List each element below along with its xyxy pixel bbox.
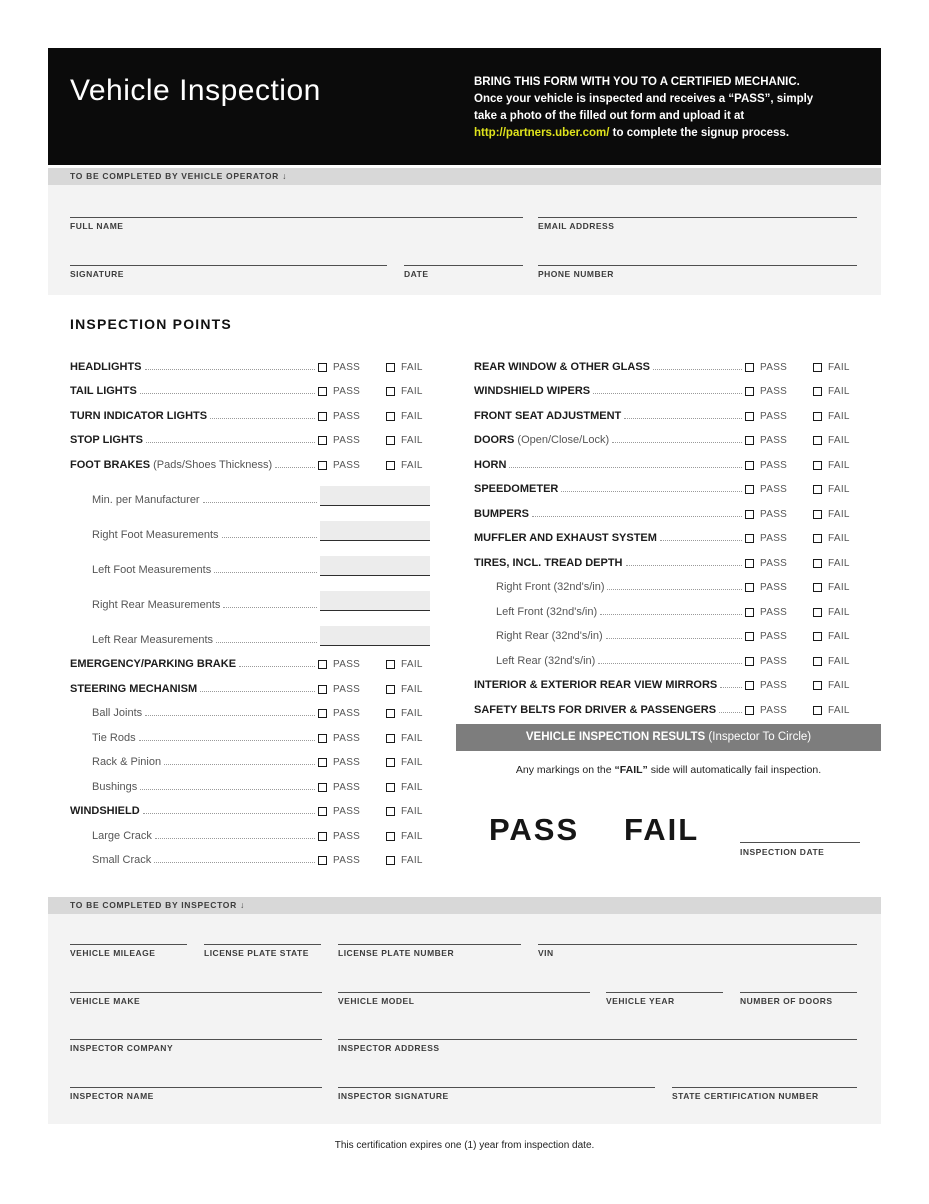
dotted-leader <box>214 572 317 573</box>
checkbox-icon <box>386 758 395 767</box>
dotted-leader <box>223 607 317 608</box>
field-label: STATE CERTIFICATION NUMBER <box>672 1091 819 1101</box>
vehicle-make-field[interactable] <box>70 965 322 1006</box>
checkbox-icon <box>745 363 754 372</box>
field-label: NUMBER OF DOORS <box>740 996 833 1006</box>
inspection-row <box>474 642 857 667</box>
checkbox-icon <box>745 485 754 494</box>
pass-result-option[interactable]: PASS <box>489 812 580 847</box>
dotted-leader <box>532 516 742 517</box>
dotted-leader <box>275 467 315 468</box>
dotted-leader <box>210 418 315 419</box>
inspection-row <box>474 569 857 594</box>
checkbox-icon <box>813 706 822 715</box>
down-arrow-icon: ↓ <box>282 171 288 181</box>
checkbox-icon <box>813 534 822 543</box>
fail-checkbox[interactable]: FAIL <box>813 533 857 544</box>
pass-checkbox[interactable]: PASS <box>318 782 386 793</box>
measurement-input[interactable] <box>320 521 430 541</box>
dotted-leader <box>139 740 315 741</box>
measurement-input[interactable] <box>320 626 430 646</box>
inspector-address-field[interactable] <box>338 1012 857 1053</box>
checkbox-icon <box>813 461 822 470</box>
checkbox-icon <box>745 559 754 568</box>
inspection-row <box>70 422 430 447</box>
phone-number-field[interactable] <box>538 238 857 279</box>
field-label: FULL NAME <box>70 221 124 231</box>
inspection-row <box>70 793 430 818</box>
vehicle-model-field[interactable] <box>338 965 590 1006</box>
fail-checkbox[interactable]: FAIL <box>386 806 430 817</box>
fail-checkbox[interactable]: FAIL <box>386 757 430 768</box>
checkbox-icon <box>318 412 327 421</box>
instructions-line: take a photo of the filled out form and upload it at <box>474 110 745 122</box>
signature-field[interactable] <box>70 238 387 279</box>
inspection-points-heading: INSPECTION POINTS <box>70 316 232 332</box>
inspection-item-label: STEERING MECHANISM <box>70 682 198 695</box>
inspection-row <box>70 646 430 671</box>
state-certification-number-field[interactable] <box>672 1060 857 1101</box>
fail-checkbox[interactable]: FAIL <box>386 855 430 866</box>
checkbox-icon <box>318 709 327 718</box>
inspection-item-label: BUMPERS <box>474 507 530 520</box>
inspection-results-panel <box>456 724 881 884</box>
inspection-item-label: EMERGENCY/PARKING BRAKE <box>70 658 237 670</box>
inspection-item-label: Ball Joints <box>92 707 143 719</box>
field-label: SIGNATURE <box>70 269 124 279</box>
fail-checkbox[interactable]: FAIL <box>386 831 430 842</box>
inspection-item-label: WINDSHIELD WIPERS <box>474 385 591 397</box>
email-address-field[interactable] <box>538 190 857 231</box>
inspection-row <box>70 842 430 867</box>
inspection-row <box>70 695 430 720</box>
dotted-leader <box>200 691 315 692</box>
checkbox-icon <box>745 387 754 396</box>
fail-checkbox[interactable]: FAIL <box>813 435 857 446</box>
checkbox-icon <box>318 363 327 372</box>
inspection-row <box>70 446 430 471</box>
fail-checkbox[interactable]: FAIL <box>386 435 430 446</box>
inspection-row <box>70 348 430 373</box>
inspection-item-label: Right Rear Measurements <box>92 598 221 611</box>
checkbox-icon <box>386 685 395 694</box>
inspection-row <box>70 576 430 611</box>
fail-checkbox[interactable]: FAIL <box>813 680 857 691</box>
pass-checkbox[interactable]: PASS <box>745 705 813 716</box>
checkbox-icon <box>318 734 327 743</box>
instructions-line: http://partners.uber.com/ to complete the signup process. <box>474 127 790 139</box>
field-label: INSPECTOR SIGNATURE <box>338 1091 449 1101</box>
field-label: LICENSE PLATE STATE <box>204 948 309 958</box>
inspection-item-label: TAIL LIGHTS <box>70 385 137 397</box>
checkbox-icon <box>813 387 822 396</box>
fail-checkbox[interactable]: FAIL <box>813 656 857 667</box>
checkbox-icon <box>813 412 822 421</box>
inspection-row <box>474 667 857 692</box>
field-label: DATE <box>404 269 429 279</box>
measurement-input[interactable] <box>320 556 430 576</box>
checkbox-icon <box>318 461 327 470</box>
inspection-item-label: Bushings <box>92 780 138 793</box>
checkbox-icon <box>386 709 395 718</box>
vehicle-year-field[interactable] <box>606 965 723 1006</box>
inspection-row <box>70 471 430 506</box>
inspection-item-label: HORN <box>474 458 507 471</box>
checkbox-icon <box>745 412 754 421</box>
inspection-item-label: SAFETY BELTS FOR DRIVER & PASSENGERS <box>474 703 717 716</box>
inspection-item-label: Left Rear (32nd's/in) <box>496 654 596 667</box>
pass-checkbox[interactable]: PASS <box>318 855 386 866</box>
number-of-doors-field[interactable] <box>740 965 857 1006</box>
inspector-section-label: TO BE COMPLETED BY INSPECTOR <box>70 900 237 910</box>
dotted-leader <box>660 540 742 541</box>
dotted-leader <box>607 589 742 590</box>
pass-checkbox[interactable]: PASS <box>745 435 813 446</box>
inspection-row <box>474 373 857 398</box>
fail-checkbox[interactable]: FAIL <box>813 411 857 422</box>
checkbox-icon <box>318 660 327 669</box>
results-note: Any markings on the “FAIL” side will automatically fail inspection. <box>515 764 822 776</box>
checkbox-icon <box>386 436 395 445</box>
inspection-item-label: WINDSHIELD <box>70 805 140 817</box>
dotted-leader <box>612 442 742 443</box>
dotted-leader <box>203 502 317 503</box>
fail-checkbox[interactable]: FAIL <box>386 411 430 422</box>
fail-checkbox[interactable]: FAIL <box>386 362 430 373</box>
pass-checkbox[interactable]: PASS <box>318 757 386 768</box>
checkbox-icon <box>813 632 822 641</box>
field-label: INSPECTOR ADDRESS <box>338 1043 440 1053</box>
inspection-item-label: Right Foot Measurements <box>92 528 219 541</box>
checkbox-icon <box>745 534 754 543</box>
inspection-row <box>474 520 857 545</box>
checkbox-icon <box>318 832 327 841</box>
dotted-leader <box>624 418 742 419</box>
fail-checkbox[interactable]: FAIL <box>813 386 857 397</box>
dotted-leader <box>146 442 315 443</box>
inspection-item-label: REAR WINDOW & OTHER GLASS <box>474 360 650 373</box>
checkbox-icon <box>745 657 754 666</box>
inspection-item-label: Right Rear (32nd's/in) <box>496 630 603 642</box>
inspection-item-label: FOOT BRAKES (Pads/Shoes Thickness) <box>70 458 273 471</box>
inspection-item-label: Rack & Pinion <box>92 756 162 768</box>
checkbox-icon <box>318 436 327 445</box>
fail-checkbox[interactable]: FAIL <box>813 582 857 593</box>
pass-checkbox[interactable]: PASS <box>318 435 386 446</box>
pass-checkbox[interactable]: PASS <box>745 362 813 373</box>
pass-checkbox[interactable]: PASS <box>318 362 386 373</box>
inspection-date-field[interactable] <box>740 819 860 843</box>
pass-checkbox[interactable]: PASS <box>318 386 386 397</box>
inspection-row <box>70 373 430 398</box>
inspection-item-label: Left Front (32nd's/in) <box>496 605 598 618</box>
inspection-row <box>474 397 857 422</box>
checkbox-icon <box>745 608 754 617</box>
checkbox-icon <box>318 685 327 694</box>
field-label: VEHICLE MODEL <box>338 996 415 1006</box>
inspection-item-label: SPEEDOMETER <box>474 483 559 495</box>
checkbox-icon <box>386 832 395 841</box>
inspection-item-label: Left Foot Measurements <box>92 563 212 576</box>
pass-checkbox[interactable]: PASS <box>745 533 813 544</box>
inspection-row <box>474 348 857 373</box>
inspection-item-label: Left Rear Measurements <box>92 633 214 646</box>
dotted-leader <box>216 642 317 643</box>
inspection-item-label: FRONT SEAT ADJUSTMENT <box>474 409 622 422</box>
dotted-leader <box>509 467 742 468</box>
checkbox-icon <box>386 412 395 421</box>
dotted-leader <box>164 764 315 765</box>
dotted-leader <box>593 393 742 394</box>
inspection-row <box>474 618 857 643</box>
pass-checkbox[interactable]: PASS <box>745 558 813 569</box>
fail-checkbox[interactable]: FAIL <box>386 659 430 670</box>
checkbox-icon <box>745 436 754 445</box>
inspection-item-label: STOP LIGHTS <box>70 434 143 446</box>
pass-checkbox[interactable]: PASS <box>318 684 386 695</box>
checkbox-icon <box>813 583 822 592</box>
dotted-leader <box>239 666 315 667</box>
checkbox-icon <box>813 436 822 445</box>
dotted-leader <box>222 537 317 538</box>
field-label: VEHICLE MAKE <box>70 996 141 1006</box>
inspection-item-label: Min. per Manufacturer <box>92 493 200 506</box>
field-label: VEHICLE YEAR <box>606 996 675 1006</box>
inspector-name-field[interactable] <box>70 1060 322 1101</box>
checkbox-icon <box>318 387 327 396</box>
dotted-leader <box>720 687 742 688</box>
fail-result-option[interactable]: FAIL <box>624 812 700 847</box>
dotted-leader <box>140 393 315 394</box>
field-label: VEHICLE MILEAGE <box>70 948 156 958</box>
dotted-leader <box>626 565 742 566</box>
dotted-leader <box>155 838 315 839</box>
fail-checkbox[interactable]: FAIL <box>813 484 857 495</box>
dotted-leader <box>606 638 742 639</box>
pass-checkbox[interactable]: PASS <box>318 733 386 744</box>
page-title: Vehicle Inspection <box>70 74 321 107</box>
pass-checkbox[interactable]: PASS <box>745 680 813 691</box>
full-name-field[interactable] <box>70 190 523 231</box>
inspection-right-column <box>474 348 857 716</box>
inspection-item-label: TURN INDICATOR LIGHTS <box>70 409 208 422</box>
measurement-input[interactable] <box>320 591 430 611</box>
pass-checkbox[interactable]: PASS <box>745 484 813 495</box>
dotted-leader <box>145 369 316 370</box>
checkbox-icon <box>745 461 754 470</box>
checkbox-icon <box>318 783 327 792</box>
inspection-row <box>474 495 857 520</box>
checkbox-icon <box>318 856 327 865</box>
checkbox-icon <box>386 783 395 792</box>
dotted-leader <box>561 491 742 492</box>
inspector-signature-field[interactable] <box>338 1060 655 1101</box>
vin-field[interactable] <box>538 917 857 958</box>
checkbox-icon <box>386 461 395 470</box>
checkbox-icon <box>813 363 822 372</box>
pass-checkbox[interactable]: PASS <box>318 831 386 842</box>
pass-checkbox[interactable]: PASS <box>318 708 386 719</box>
field-label: INSPECTOR COMPANY <box>70 1043 174 1053</box>
dotted-leader <box>653 369 742 370</box>
checkbox-icon <box>813 559 822 568</box>
down-arrow-icon: ↓ <box>240 900 245 910</box>
pass-checkbox[interactable]: PASS <box>745 631 813 642</box>
measurement-input[interactable] <box>320 486 430 506</box>
checkbox-icon <box>386 660 395 669</box>
inspection-date-label: INSPECTION DATE <box>740 847 825 857</box>
fail-checkbox[interactable]: FAIL <box>386 708 430 719</box>
inspection-item-label: MUFFLER AND EXHAUST SYSTEM <box>474 532 657 544</box>
date-field[interactable] <box>404 238 523 279</box>
instructions-line: BRING THIS FORM WITH YOU TO A CERTIFIED MECHANIC. <box>474 76 800 88</box>
fail-checkbox[interactable]: FAIL <box>813 705 857 716</box>
checkbox-icon <box>745 583 754 592</box>
checkbox-icon <box>745 681 754 690</box>
license-plate-number-field[interactable] <box>338 917 521 958</box>
inspection-row <box>70 817 430 842</box>
fail-checkbox[interactable]: FAIL <box>813 631 857 642</box>
checkbox-icon <box>318 758 327 767</box>
checkbox-icon <box>813 485 822 494</box>
operator-section-bar <box>48 168 881 185</box>
inspection-row <box>474 471 857 496</box>
operator-section-label: TO BE COMPLETED BY VEHICLE OPERATOR <box>70 171 280 181</box>
inspection-item-label: Tie Rods <box>92 731 136 744</box>
inspection-row <box>70 611 430 646</box>
inspection-item-label: TIRES, INCL. TREAD DEPTH <box>474 556 623 569</box>
checkbox-icon <box>386 856 395 865</box>
inspection-row <box>474 422 857 447</box>
checkbox-icon <box>813 657 822 666</box>
expiration-note: This certification expires one (1) year from inspection date. <box>334 1140 595 1151</box>
vehicle-mileage-field[interactable] <box>70 917 187 958</box>
fail-checkbox[interactable]: FAIL <box>813 460 857 471</box>
inspection-item-label: INTERIOR & EXTERIOR REAR VIEW MIRRORS <box>474 679 718 691</box>
checkbox-icon <box>745 706 754 715</box>
field-label: EMAIL ADDRESS <box>538 221 615 231</box>
inspection-row <box>70 768 430 793</box>
pass-checkbox[interactable]: PASS <box>318 460 386 471</box>
inspection-row <box>70 744 430 769</box>
inspection-row <box>70 506 430 541</box>
inspection-row <box>474 691 857 716</box>
fail-checkbox[interactable]: FAIL <box>386 684 430 695</box>
inspector-section-bar <box>48 897 881 914</box>
dotted-leader <box>600 614 742 615</box>
inspection-row <box>70 719 430 744</box>
dotted-leader <box>719 712 742 713</box>
pass-checkbox[interactable]: PASS <box>745 656 813 667</box>
inspection-item-label: HEADLIGHTS <box>70 360 142 373</box>
dotted-leader <box>143 813 315 814</box>
fail-checkbox[interactable]: FAIL <box>386 782 430 793</box>
pass-checkbox[interactable]: PASS <box>318 806 386 817</box>
dotted-leader <box>598 663 742 664</box>
checkbox-icon <box>386 387 395 396</box>
form-header <box>48 48 881 165</box>
results-panel-header: VEHICLE INSPECTION RESULTS (Inspector To Circle) <box>456 724 881 751</box>
inspector-company-field[interactable] <box>70 1012 322 1053</box>
fail-checkbox[interactable]: FAIL <box>813 607 857 618</box>
pass-checkbox[interactable]: PASS <box>745 460 813 471</box>
fail-checkbox[interactable]: FAIL <box>386 460 430 471</box>
checkbox-icon <box>318 807 327 816</box>
fail-checkbox[interactable]: FAIL <box>813 558 857 569</box>
checkbox-icon <box>745 632 754 641</box>
instructions-line: Once your vehicle is inspected and receives a “PASS”, simply <box>474 93 814 105</box>
dotted-leader <box>154 862 315 863</box>
inspection-item-label: Small Crack <box>92 854 152 866</box>
pass-checkbox[interactable]: PASS <box>318 659 386 670</box>
operator-fields-block <box>48 185 881 295</box>
fail-checkbox[interactable]: FAIL <box>386 386 430 397</box>
partners-uber-link[interactable]: http://partners.uber.com/ <box>474 127 610 139</box>
inspection-row <box>70 670 430 695</box>
checkbox-icon <box>813 608 822 617</box>
checkbox-icon <box>386 363 395 372</box>
fail-checkbox[interactable]: FAIL <box>813 509 857 520</box>
inspection-row <box>70 541 430 576</box>
checkbox-icon <box>386 807 395 816</box>
dotted-leader <box>145 715 315 716</box>
fail-checkbox[interactable]: FAIL <box>386 733 430 744</box>
inspection-item-label: DOORS (Open/Close/Lock) <box>474 434 610 446</box>
inspection-item-label: Right Front (32nd's/in) <box>496 581 605 593</box>
pass-checkbox[interactable]: PASS <box>318 411 386 422</box>
dotted-leader <box>140 789 315 790</box>
pass-checkbox[interactable]: PASS <box>745 607 813 618</box>
inspector-fields-block <box>48 914 881 1124</box>
field-label: PHONE NUMBER <box>538 269 614 279</box>
license-plate-state-field[interactable] <box>204 917 321 958</box>
fail-checkbox[interactable]: FAIL <box>813 362 857 373</box>
inspection-left-column <box>70 348 430 866</box>
pass-checkbox[interactable]: PASS <box>745 509 813 520</box>
pass-checkbox[interactable]: PASS <box>745 411 813 422</box>
field-label: INSPECTOR NAME <box>70 1091 154 1101</box>
field-label: LICENSE PLATE NUMBER <box>338 948 455 958</box>
inspection-row <box>474 446 857 471</box>
checkbox-icon <box>386 734 395 743</box>
inspection-row <box>70 397 430 422</box>
header-instructions <box>474 74 869 142</box>
pass-checkbox[interactable]: PASS <box>745 386 813 397</box>
checkbox-icon <box>745 510 754 519</box>
checkbox-icon <box>813 510 822 519</box>
pass-checkbox[interactable]: PASS <box>745 582 813 593</box>
inspection-item-label: Large Crack <box>92 829 152 842</box>
field-label: VIN <box>538 948 554 958</box>
inspection-row <box>474 593 857 618</box>
inspection-row <box>474 544 857 569</box>
checkbox-icon <box>813 681 822 690</box>
